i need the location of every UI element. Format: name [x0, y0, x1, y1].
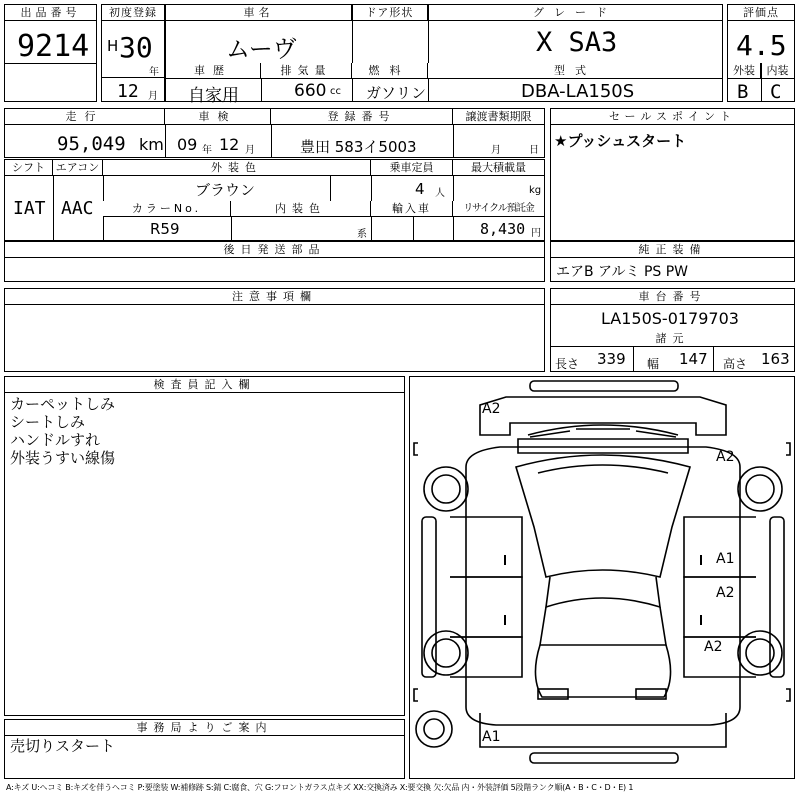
fuel: ガソリン [366, 84, 427, 102]
interior-color-unit: 系 [357, 229, 367, 240]
transfer-label: 譲渡書類期限 [453, 109, 544, 125]
import-label: 輸入車 [371, 201, 453, 217]
score: 4.5 [736, 29, 787, 62]
grade: X SA3 [536, 27, 618, 58]
model: DBA-LA150S [521, 81, 635, 102]
interior-label: 内装 [761, 63, 794, 79]
height: 163 [761, 350, 790, 368]
inspection-year-unit: 年 [202, 145, 212, 156]
lot-number: 9214 [17, 29, 90, 64]
transfer-month: 月 [491, 145, 501, 156]
inspector-note: シートしみ [10, 413, 86, 431]
first-registration-box [101, 4, 165, 102]
inspector-note: 外装うすい線傷 [10, 449, 116, 467]
displacement: 660 [294, 81, 327, 101]
inspector-note: ハンドルすれ [10, 431, 101, 449]
width-label: 幅 [647, 357, 660, 371]
door-label: ドア形状 [352, 5, 428, 21]
interior-grade: C [770, 81, 782, 103]
equipment-label: 純正装備 [551, 242, 794, 258]
plate-label: 登録番号 [271, 109, 453, 125]
mileage: 95,049 [57, 133, 126, 155]
inspection-month: 12 [219, 135, 240, 154]
chassis-box [550, 288, 795, 372]
chassis-number: LA150S-0179703 [601, 309, 739, 328]
fuel-label: 燃料 [352, 63, 428, 79]
capacity: 4 [415, 180, 425, 198]
later-parts-label: 後日発送部品 [5, 242, 544, 258]
length: 339 [597, 350, 626, 368]
shift-label: シフト [5, 160, 53, 176]
office-note: 売切りスタート [10, 737, 116, 755]
mark-rear: A1 [482, 729, 501, 745]
car-name-label: 車名 [166, 5, 352, 21]
lot-number-label: 出品番号 [5, 5, 96, 21]
chassis-label: 車台番号 [551, 289, 794, 305]
color-label: 外装色 [103, 160, 371, 176]
reg-year: 30 [119, 31, 153, 64]
recycle-fee: 8,430 [480, 220, 526, 238]
shift: IAT [13, 198, 46, 219]
spec-grid-box [4, 159, 545, 241]
exterior-grade: B [737, 81, 749, 103]
era: H [107, 37, 119, 55]
equipment-box [550, 241, 795, 282]
mark-front-right: A2 [716, 449, 735, 465]
inspector-label: 検査員記入欄 [5, 377, 404, 393]
history-label: 車歴 [166, 63, 261, 79]
lot-number-box [4, 4, 97, 102]
inspector-note: カーペットしみ [10, 395, 116, 413]
capacity-label: 乗車定員 [371, 160, 453, 176]
spec-label: 諸元 [551, 331, 794, 347]
car-diagram [410, 377, 794, 778]
mileage-unit: km [139, 135, 164, 154]
office-label: 事務局よりご案内 [5, 720, 404, 736]
exterior-label: 外装 [728, 63, 761, 79]
model-label: 型式 [428, 63, 722, 79]
sales-point: ★プッシュスタート [554, 132, 687, 150]
history: 自家用 [188, 86, 239, 106]
reg-month-unit: 月 [148, 91, 158, 102]
reg-month: 12 [117, 81, 139, 102]
legend: A:キズ U:ヘコミ B:キズを伴うヘコミ P:要塗装 W:補修跡 S:錆 C:腐食、穴 G:フロントガラス点キズ XX:交換済み X:要交換 欠:欠品 内・外装評価 5段階ランク順(A・B・C・D・E) 1 [6, 783, 634, 792]
recycle-unit: 円 [531, 228, 541, 239]
sales-point-label: セールスポイント [551, 109, 794, 125]
plate-number: 豊田 583イ5003 [300, 138, 417, 156]
aircon: AAC [61, 198, 94, 219]
first-registration-label: 初度登録 [102, 5, 164, 21]
color-number: R59 [150, 220, 180, 238]
later-parts-box [4, 241, 545, 282]
inspection-year: 09 [177, 135, 198, 154]
equipment: エアB アルミ PS PW [556, 264, 689, 280]
displacement-label: 排気量 [261, 63, 352, 79]
damage-diagram-box [409, 376, 795, 779]
inspection-month-unit: 月 [245, 145, 255, 156]
mileage-label: 走行 [5, 109, 165, 125]
inspection-label: 車検 [165, 109, 271, 125]
car-name: ムーヴ [226, 35, 297, 63]
office-box [4, 719, 405, 779]
recycle-label: リサイクル預託金 [453, 201, 544, 217]
reg-year-unit: 年 [149, 67, 159, 78]
mark-front: A2 [482, 401, 501, 417]
score-label: 評価点 [728, 5, 794, 21]
mark-rear-door-right: A2 [716, 585, 735, 601]
caution-label: 注意事項欄 [5, 289, 544, 305]
sales-point-box [550, 108, 795, 241]
grade-label: グレード [428, 5, 722, 21]
car-name-box [165, 4, 723, 106]
inspector-box [4, 376, 405, 716]
interior-color-label: 内装色 [231, 201, 371, 217]
color-number-label: カラーNo. [103, 201, 231, 217]
width: 147 [679, 350, 708, 368]
height-label: 高さ [723, 357, 748, 371]
capacity-unit: 人 [435, 188, 445, 199]
mark-mid-right: A1 [716, 551, 735, 567]
displacement-unit: cc [330, 86, 341, 97]
max-load-unit: kg [529, 185, 542, 196]
transfer-day: 日 [529, 145, 539, 156]
aircon-label: エアコン [53, 160, 103, 176]
score-box [727, 4, 795, 102]
max-load-label: 最大積載量 [453, 160, 544, 176]
color: ブラウン [195, 181, 256, 199]
caution-box [4, 288, 545, 372]
length-label: 長さ [555, 357, 580, 371]
mark-rear-right: A2 [704, 639, 723, 655]
mileage-box [4, 108, 545, 158]
